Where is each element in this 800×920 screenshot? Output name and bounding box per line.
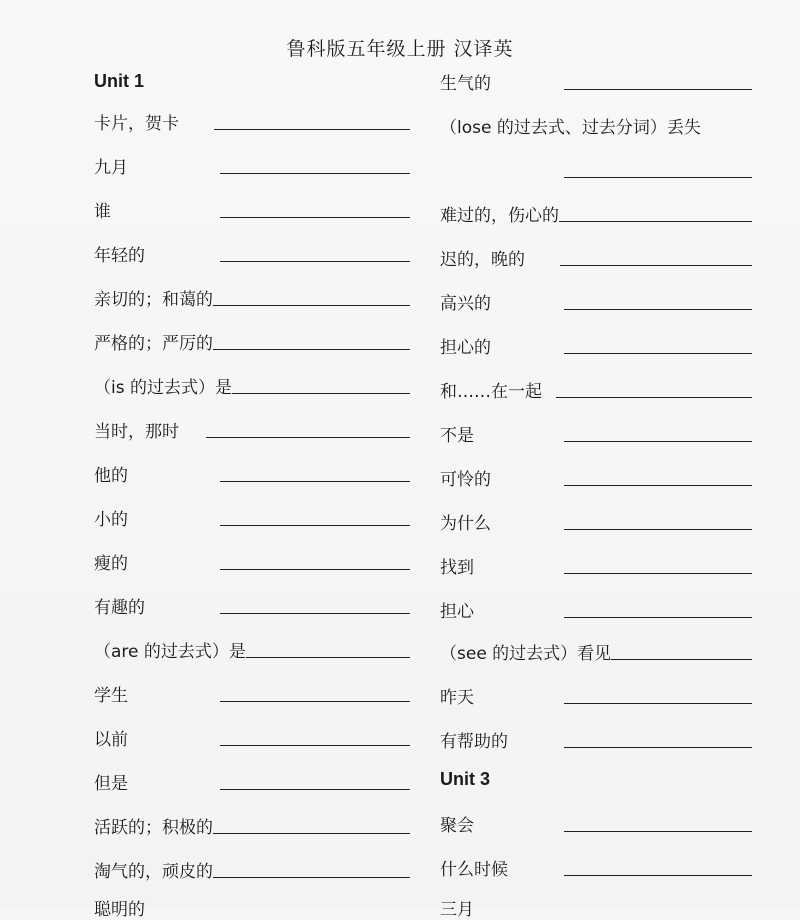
vocab-row [440,634,752,664]
answer-blank[interactable] [559,221,752,222]
vocab-prompt: 九月 [94,158,128,178]
vocab-prompt: 担心 [440,602,474,622]
vocab-prompt: 担心的 [440,338,491,358]
vocab-prompt: 亲切的；和蔼的 [94,290,213,310]
vocab-prompt: 有趣的 [94,598,145,618]
vocab-row [440,460,752,490]
answer-blank[interactable] [206,437,410,438]
vocab-prompt: 高兴的 [440,294,491,314]
vocab-prompt: 年轻的 [94,246,145,266]
vocab-prompt: 淘气的，顽皮的 [94,862,213,882]
answer-blank[interactable] [564,703,752,704]
vocab-prompt: 他的 [94,466,128,486]
vocab-prompt: 严格的；严厉的 [94,334,213,354]
answer-blank[interactable] [220,481,410,482]
answer-blank[interactable] [564,441,752,442]
vocab-prompt: 以前 [94,730,128,750]
vocab-prompt: 聚会 [440,816,474,836]
answer-blank[interactable] [220,745,410,746]
vocab-row [440,196,752,226]
vocab-prompt: 聪明的 [94,900,145,920]
vocab-prompt: （is 的过去式）是 [94,378,232,398]
vocab-row [440,152,752,182]
vocab-row [440,240,752,270]
vocab-row [94,544,410,574]
vocab-row [94,808,410,838]
vocab-prompt: 但是 [94,774,128,794]
vocab-row [94,104,410,134]
vocab-prompt: 当时，那时 [94,422,179,442]
vocab-prompt: 三月 [440,900,474,920]
vocab-row [440,678,752,708]
vocab-row [94,500,410,530]
vocab-row [440,850,752,880]
vocab-row [94,588,410,618]
answer-blank[interactable] [220,261,410,262]
vocab-row [440,108,752,138]
vocab-prompt: 瘦的 [94,554,128,574]
answer-blank[interactable] [220,569,410,570]
vocab-row [94,236,410,266]
answer-blank[interactable] [564,831,752,832]
vocab-row [94,412,410,442]
vocab-prompt: 有帮助的 [440,732,508,752]
answer-blank[interactable] [564,485,752,486]
vocab-row [94,324,410,354]
vocab-row [440,284,752,314]
vocab-prompt: 找到 [440,558,474,578]
answer-blank[interactable] [556,397,752,398]
vocab-prompt: 谁 [94,202,111,222]
answer-blank[interactable] [564,617,752,618]
vocab-row [94,764,410,794]
vocab-row [440,64,752,94]
vocab-prompt: 可怜的 [440,470,491,490]
answer-blank[interactable] [232,393,410,394]
vocab-row [94,852,410,882]
answer-blank[interactable] [220,701,410,702]
vocab-prompt: 迟的，晚的 [440,250,525,270]
page-title: 鲁科版五年级上册 汉译英 [286,38,514,60]
vocab-prompt: （are 的过去式）是 [94,642,246,662]
vocab-row [94,632,410,662]
answer-blank[interactable] [220,173,410,174]
vocab-row [94,456,410,486]
answer-blank[interactable] [560,265,752,266]
vocab-prompt: （see 的过去式）看见 [440,644,612,664]
vocab-row [440,548,752,578]
vocab-prompt: （lose 的过去式、过去分词）丢失 [440,118,701,138]
vocab-row [94,368,410,398]
vocab-row [440,372,752,402]
answer-blank[interactable] [564,875,752,876]
vocab-prompt: 难过的，伤心的 [440,206,559,226]
vocab-row [94,890,410,920]
vocab-row [440,504,752,534]
answer-blank[interactable] [213,349,410,350]
answer-blank[interactable] [220,789,410,790]
answer-blank[interactable] [564,177,752,178]
vocab-row [440,890,752,920]
answer-blank[interactable] [220,217,410,218]
answer-blank[interactable] [213,305,410,306]
vocab-prompt: 学生 [94,686,128,706]
answer-blank[interactable] [564,573,752,574]
vocab-prompt: 不是 [440,426,474,446]
answer-blank[interactable] [213,833,410,834]
vocab-row [94,192,410,222]
vocab-row [440,806,752,836]
vocab-prompt: 什么时候 [440,860,508,880]
unit-1-heading: Unit 1 [94,71,145,91]
answer-blank[interactable] [564,747,752,748]
answer-blank[interactable] [220,613,410,614]
vocab-prompt: 昨天 [440,688,474,708]
answer-blank[interactable] [611,659,752,660]
vocab-prompt: 和……在一起 [440,382,542,402]
answer-blank[interactable] [564,309,752,310]
vocab-prompt: 小的 [94,510,128,530]
vocab-row [94,148,410,178]
vocab-prompt: 为什么 [440,514,491,534]
answer-blank[interactable] [220,525,410,526]
vocab-row [440,722,752,752]
answer-blank[interactable] [564,89,752,90]
vocab-row [440,592,752,622]
answer-blank[interactable] [246,657,410,658]
vocab-row [94,720,410,750]
vocab-row [440,416,752,446]
answer-blank[interactable] [564,529,752,530]
vocab-prompt: 活跃的；积极的 [94,818,213,838]
vocab-row [440,328,752,358]
unit-3-heading: Unit 3 [440,769,491,789]
answer-blank[interactable] [564,353,752,354]
answer-blank[interactable] [214,129,410,130]
vocab-prompt: 生气的 [440,74,491,94]
answer-blank[interactable] [213,877,410,878]
vocab-prompt: 卡片，贺卡 [94,114,179,134]
vocab-row [94,676,410,706]
vocab-row [94,280,410,310]
